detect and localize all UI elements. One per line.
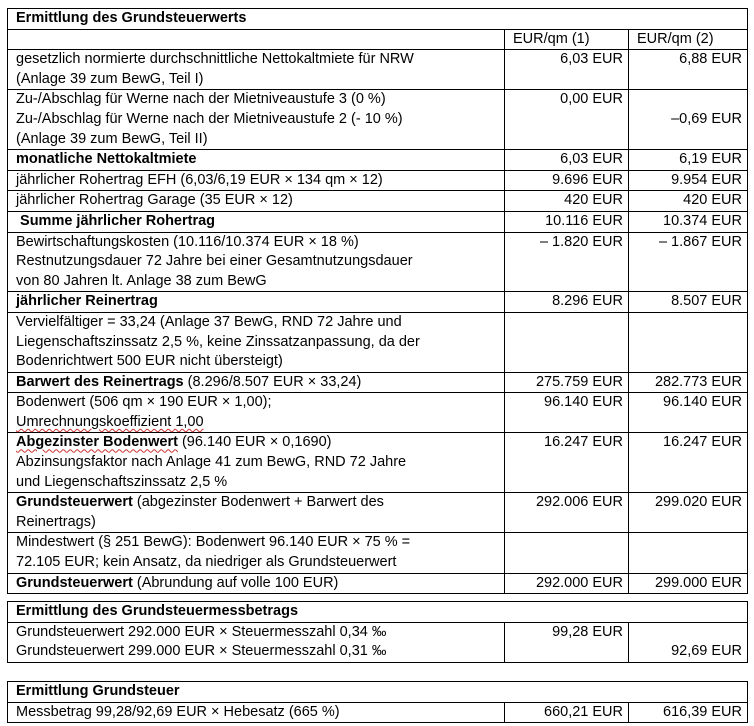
header-row bbox=[8, 29, 748, 50]
value-col1: 292.006 EUR bbox=[505, 493, 629, 533]
value-col2: 299.020 EUR bbox=[629, 493, 748, 533]
value-col1 bbox=[505, 312, 629, 372]
table-row: jährlicher Rohertrag Garage (35 EUR × 12) 420 EUR 420 EUR bbox=[8, 191, 748, 212]
grundsteuermessbetrag-table bbox=[7, 601, 748, 663]
value-col2: 6,19 EUR bbox=[629, 150, 748, 171]
spellcheck-underline: Umrechnungskoeffizient 1,00 bbox=[16, 413, 204, 430]
value-col2 bbox=[629, 312, 748, 372]
table-row: Bodenwert (506 qm × 190 EUR × 1,00); Umrechnungskoeffizient 1,00 96.140 EUR 96.140 EUR bbox=[8, 393, 748, 433]
table-row: monatliche Nettokaltmiete 6,03 EUR 6,19 EUR bbox=[8, 150, 748, 171]
value-col2: 420 EUR bbox=[629, 191, 748, 212]
table-row: jährlicher Rohertrag EFH (6,03/6,19 EUR × 134 qm × 12) 9.696 EUR 9.954 EUR bbox=[8, 170, 748, 191]
value-col1: 6,03 EUR bbox=[505, 150, 629, 171]
value-col1: – 1.820 EUR bbox=[505, 232, 629, 292]
value-col2: 96.140 EUR bbox=[629, 393, 748, 433]
table-row: Mindestwert (§ 251 BewG): Bodenwert 96.140 EUR × 75 % = 72.105 EUR; kein Ansatz, da niedriger als Grundsteuerwert bbox=[8, 533, 748, 573]
value-col1: 96.140 EUR bbox=[505, 393, 629, 433]
value-col2: 8.507 EUR bbox=[629, 292, 748, 313]
table-title-row bbox=[8, 602, 748, 623]
table-row: Abgezinster Bodenwert (96.140 EUR × 0,1690) Abzinsungsfaktor nach Anlage 41 zum BewG, RND 72 Jahre und Liegenschaftszinssatz 2,5 % 16.247 EUR 16.247 EUR bbox=[8, 433, 748, 493]
table-row: Grundsteuerwert 292.000 EUR × Steuermesszahl 0,34 ‰ Grundsteuerwert 299.000 EUR × Steuermesszahl 0,31 ‰ 99,28 EUR 92,69 EUR bbox=[8, 622, 748, 662]
table-title: Ermittlung Grundsteuer bbox=[8, 682, 748, 703]
value-col2: 92,69 EUR bbox=[629, 622, 748, 662]
value-col2: 299.000 EUR bbox=[629, 573, 748, 594]
value-col1: 99,28 EUR bbox=[505, 622, 629, 662]
table-title: Ermittlung des Grundsteuermessbetrags bbox=[8, 602, 748, 623]
spellcheck-underline: Abgezinster Bodenwert bbox=[16, 434, 178, 451]
table-title-row bbox=[8, 682, 748, 703]
table-row: Bewirtschaftungskosten (10.116/10.374 EUR × 18 %) Restnutzungsdauer 72 Jahre bei einer Gesamtnutzungsdauer von 80 Jahren lt. Anlage 38 zum BewG – 1.820 EUR – 1.867 EUR bbox=[8, 232, 748, 292]
value-col2 bbox=[629, 533, 748, 573]
column-header-2: EUR/qm (2) bbox=[629, 29, 748, 50]
table-title: Ermittlung des Grundsteuerwerts bbox=[8, 9, 748, 30]
value-col2: 9.954 EUR bbox=[629, 170, 748, 191]
value-col1: 16.247 EUR bbox=[505, 433, 629, 493]
table-row: Summe jährlicher Rohertrag 10.116 EUR 10.374 EUR bbox=[8, 211, 748, 232]
table-row: gesetzlich normierte durchschnittliche Nettokaltmiete für NRW (Anlage 39 zum BewG, Teil I) 6,03 EUR 6,88 EUR bbox=[8, 50, 748, 90]
value-col2: 282.773 EUR bbox=[629, 372, 748, 393]
grundsteuerwert-table bbox=[7, 8, 748, 594]
value-col1: 275.759 EUR bbox=[505, 372, 629, 393]
table-row: Barwert des Reinertrags (8.296/8.507 EUR × 33,24) 275.759 EUR 282.773 EUR bbox=[8, 372, 748, 393]
value-col2: 616,39 EUR bbox=[629, 702, 748, 723]
table-title-row bbox=[8, 9, 748, 30]
table-row: Messbetrag 99,28/92,69 EUR × Hebesatz (665 %) 660,21 EUR 616,39 EUR bbox=[8, 702, 748, 723]
value-col1: 0,00 EUR bbox=[505, 90, 629, 150]
value-col1: 660,21 EUR bbox=[505, 702, 629, 723]
value-col2: –0,69 EUR bbox=[629, 90, 748, 150]
value-col1: 6,03 EUR bbox=[505, 50, 629, 90]
table-row: Zu-/Abschlag für Werne nach der Mietniveaustufe 3 (0 %) Zu-/Abschlag für Werne nach der Mietniveaustufe 2 (- 10 %) (Anlage 39 zum BewG, Teil II) 0,00 EUR –0,69 EUR bbox=[8, 90, 748, 150]
value-col2: 10.374 EUR bbox=[629, 211, 748, 232]
table-row: jährlicher Reinertrag 8.296 EUR 8.507 EUR bbox=[8, 292, 748, 313]
table-row: Vervielfältiger = 33,24 (Anlage 37 BewG, RND 72 Jahre und Liegenschaftszinssatz 2,5 %, keine Zinssatzanpassung, da der Bodenrichtwert 500 EUR nicht übersteigt) bbox=[8, 312, 748, 372]
column-header-1: EUR/qm (1) bbox=[505, 29, 629, 50]
value-col1: 8.296 EUR bbox=[505, 292, 629, 313]
value-col2: – 1.867 EUR bbox=[629, 232, 748, 292]
table-row: Grundsteuerwert (abgezinster Bodenwert + Barwert des Reinertrags) 292.006 EUR 299.020 EUR bbox=[8, 493, 748, 533]
table-row: Grundsteuerwert (Abrundung auf volle 100 EUR) 292.000 EUR 299.000 EUR bbox=[8, 573, 748, 594]
value-col1: 292.000 EUR bbox=[505, 573, 629, 594]
grundsteuer-table bbox=[7, 681, 748, 723]
value-col1: 9.696 EUR bbox=[505, 170, 629, 191]
value-col2: 6,88 EUR bbox=[629, 50, 748, 90]
value-col1 bbox=[505, 533, 629, 573]
value-col1: 10.116 EUR bbox=[505, 211, 629, 232]
value-col2: 16.247 EUR bbox=[629, 433, 748, 493]
value-col1: 420 EUR bbox=[505, 191, 629, 212]
